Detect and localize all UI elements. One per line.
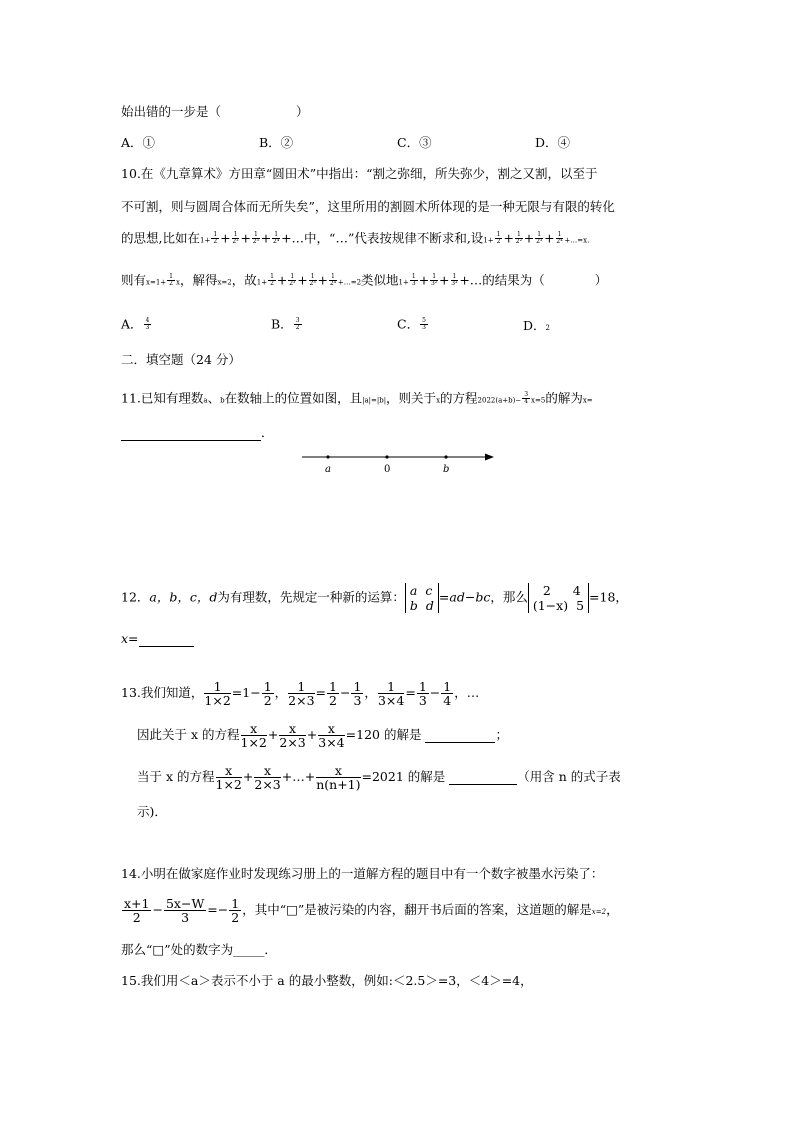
q13-line-4: 示)． bbox=[137, 804, 167, 819]
q14-line-3: 那么“□”处的数字为_____． bbox=[121, 942, 277, 957]
q14-line-1: 14.小明在做家庭作业时发现练习册上的一道解方程的题目中有一个数字被墨水污染了： bbox=[121, 866, 604, 881]
q9-option-d: D．④ bbox=[535, 135, 571, 150]
q10-option-b: B． $\frac{3}{2}$ bbox=[271, 316, 300, 332]
point-a bbox=[326, 455, 329, 458]
q13-line-3: 当于 x 的方程 $\frac{x}{1\times 2}$ + $\frac{x}{2\times 3}$ +…+ $\frac{x}{n(n+1)}$ =2021 的解是 （用含 n 的式子表 bbox=[137, 763, 621, 793]
q12-stem: 12．a，b，c，d为有理数，先规定一种新的运算： a c b d =ad−bc，那么 2 4 (1−x) 5 =18， bbox=[121, 583, 628, 613]
q12-matrix-problem: 2 4 (1−x) 5 bbox=[528, 583, 589, 613]
point-b bbox=[444, 455, 447, 458]
q10-option-d: D．2 bbox=[523, 318, 550, 333]
q10-line-3: 的思想,比如在1+ $\frac{1}{2}$ + $\frac{1}{\text{2²}}$ + $\frac{1}{\text{2³}}$ + $\frac{1}{\text{2⁴}}$ +…中，“…”代表按规律不断求和,设1+ $\frac{1}{2}$ + $\frac{1}{\text{2²}}$ + $\frac{1}{\text{2³}}$ + $\frac{1}{\text{2⁴}}$ +…=x. bbox=[121, 230, 590, 246]
q12-answer: x= bbox=[121, 633, 194, 647]
q14-line-2: $\frac{x+1}{2}$ − $\frac{5x-W}{3}$ =− $\frac{1}{2}$ ，其中“□”是被污染的内容，翻开书后面的答案，这道题的解是x=2， bbox=[124, 896, 619, 926]
q9-option-b: B．② bbox=[259, 135, 294, 150]
q11-answer-blank: ． bbox=[121, 427, 274, 441]
q12-matrix-def: a c b d bbox=[405, 583, 439, 613]
q10-line-1: 10.在《九章算术》方田章“圆田术”中指出：“割之弥细，所失弥少，割之又割，以至于 bbox=[121, 166, 598, 181]
q10-option-c: C． $\frac{5}{3}$ bbox=[397, 316, 426, 332]
q11-stem: 11.已知有理数a、b在数轴上的位置如图，且|a|=|b|，则关于x的方程2022(a+b)− $\frac{3}{4}$ x=5的解为x= bbox=[121, 390, 593, 406]
section-title: 二．填空题（24 分） bbox=[121, 352, 241, 367]
q9-option-c: C．③ bbox=[397, 135, 432, 150]
q13-line-1: 13.我们知道， $\frac{1}{1\times 2}$ =1− $\frac{1}{2}$ ， $\frac{1}{2\times 3}$ = $\frac{1}{2}$ − $\frac{1}{3}$ ， $\frac{1}{3\times 4}$ = $\frac{1}{3}$ − $\frac{1}{4}$ ，… bbox=[121, 679, 480, 709]
q13-line-2: 因此关于 x 的方程 $\frac{x}{1\times 2}$ + $\frac{x}{2\times 3}$ + $\frac{x}{3\times 4}$ =120 的解是 ； bbox=[137, 721, 508, 751]
q11-number-line bbox=[300, 448, 500, 478]
q9-stem-tail: 始出错的一步是（ ） bbox=[121, 104, 309, 119]
q10-line-4: 则有x=1+ $\frac{1}{2}$ x，解得x=2，故1+ $\frac{1}{2}$ + $\frac{1}{\text{2²}}$ + $\frac{1}{\text{2³}}$ + $\frac{1}{\text{2⁴}}$ +…=2类似地1+ $\frac{1}{3}$ + $\frac{1}{\text{3²}}$ + $\frac{1}{\text{3³}}$ +…的结果为（ ） bbox=[121, 272, 608, 288]
q10-option-a: A． $\frac{4}{3}$ bbox=[121, 316, 150, 332]
q9-option-a: A．① bbox=[121, 135, 156, 150]
q10-line-2: 不可割，则与圆周合体而无所失矣”，这里所用的割圆术所体现的是一种无限与有限的转化 bbox=[121, 199, 615, 214]
point-zero bbox=[385, 455, 388, 458]
axis-label-zero: 0 bbox=[384, 464, 391, 475]
axis-label-a: a bbox=[325, 464, 331, 475]
axis-label-b: b bbox=[443, 464, 450, 475]
q15-line-1: 15.我们用＜a＞表示不小于 a 的最小整数，例如:＜2.5＞=3，＜4＞=4， bbox=[121, 973, 533, 988]
